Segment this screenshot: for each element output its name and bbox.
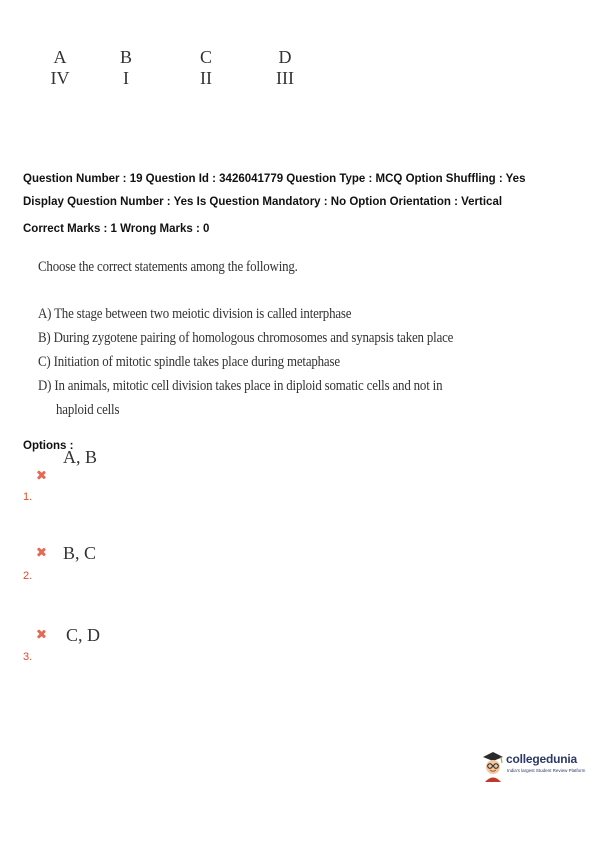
match-column-a (40, 47, 80, 89)
match-column-d (265, 47, 305, 89)
option-text: B, C (63, 543, 97, 563)
collegedunia-logo (480, 748, 590, 784)
question-meta-line-1: Question Number : 19 Question Id : 3426041779 Question Type : MCQ Option Shuffling : Yes (23, 173, 526, 185)
wrong-mark-icon (37, 471, 45, 479)
match-header: B (119, 47, 132, 67)
match-header: D (278, 47, 292, 67)
match-value: I (123, 68, 129, 88)
match-header: C (199, 47, 212, 67)
option-number: 2. (23, 570, 33, 582)
logo-tagline: India's largest Student Review Platform (507, 768, 586, 773)
wrong-mark-icon (37, 548, 45, 556)
question-prompt: Choose the correct statements among the following. (38, 259, 298, 275)
wrong-mark-icon (37, 630, 45, 638)
question-meta-line-3: Correct Marks : 1 Wrong Marks : 0 (23, 223, 210, 235)
statement-a: A) The stage between two meiotic division is called interphase (38, 306, 352, 322)
option-text: C, D (66, 625, 101, 645)
match-header: A (53, 47, 67, 67)
option-text: A, B (63, 447, 98, 467)
logo-brand: collegedunia (506, 752, 577, 766)
options-label: Options : (23, 440, 74, 452)
statement-b: B) During zygotene pairing of homologous chromosomes and synapsis taken place (38, 330, 454, 346)
statement-d-continued: haploid cells (56, 402, 120, 418)
match-value: III (276, 68, 294, 88)
match-column-c (186, 47, 226, 89)
match-column-b (106, 47, 146, 89)
match-value: II (200, 68, 212, 88)
question-meta-line-2: Display Question Number : Yes Is Question Mandatory : No Option Orientation : Vertical (23, 196, 503, 208)
statement-c: C) Initiation of mitotic spindle takes place during metaphase (38, 354, 340, 370)
statement-d: D) In animals, mitotic cell division takes place in diploid somatic cells and not in (38, 378, 443, 394)
option-number: 1. (23, 491, 33, 503)
match-value: IV (50, 68, 70, 88)
mascot-icon (480, 748, 506, 782)
option-number: 3. (23, 651, 33, 663)
